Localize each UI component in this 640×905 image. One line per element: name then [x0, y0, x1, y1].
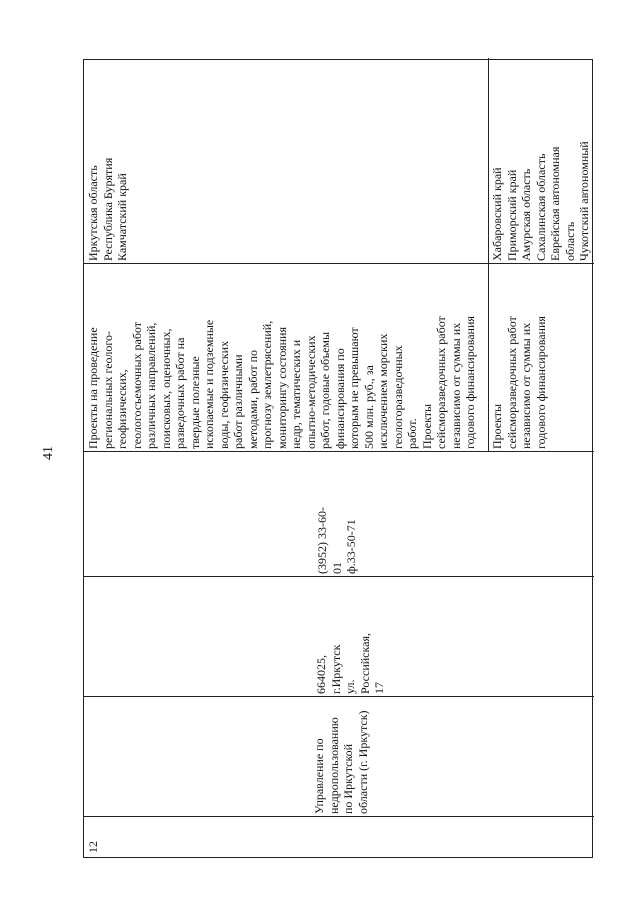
column-divider — [84, 451, 594, 452]
regions-cell: Иркутская область Республика Бурятия Камчатский край — [86, 157, 129, 261]
projects-cell: Проекты сейсморазведочных работ независимо от суммы их годового финансирования — [490, 316, 548, 449]
column-divider — [84, 816, 594, 817]
data-table — [83, 59, 593, 858]
column-divider — [84, 696, 594, 697]
row-number: 12 — [86, 841, 100, 853]
phone-cell: (3952) 33-60- 01 ф.33-50-71 — [315, 507, 358, 574]
table-wrapper — [83, 59, 593, 858]
address-cell: 664025, г.Иркутск ул. Российская, 17 — [314, 633, 386, 694]
projects-cell: Проекты на проведение региональных геолого- геофизических, геологосъемочных работ различных направлений, поисковых, оценочных, разведочных работ на твердые полезные ископаемые и подземные воды, геофизических работ различными методами, работ по прогнозу землетрясений, мониторингу состояния недр, тематических и опытно-методических работ, годовые объемы финансирования по которым не превышают 500 млн. руб., за исключением морских геологоразведочных работ. Проекты сейсморазведочных работ независимо от суммы их годового финансирования — [86, 316, 477, 449]
page-number: 41 — [41, 446, 56, 460]
organization-cell: Управление по недропользованию по Иркутской области (г. Иркутск) — [312, 710, 370, 814]
column-divider — [84, 576, 594, 577]
regions-cell: Хабаровский край Приморский край Амурская область Сахалинская область Еврейская автономная область Чукотский автономный — [490, 141, 591, 261]
column-divider — [84, 263, 594, 264]
row-divider — [488, 58, 489, 452]
